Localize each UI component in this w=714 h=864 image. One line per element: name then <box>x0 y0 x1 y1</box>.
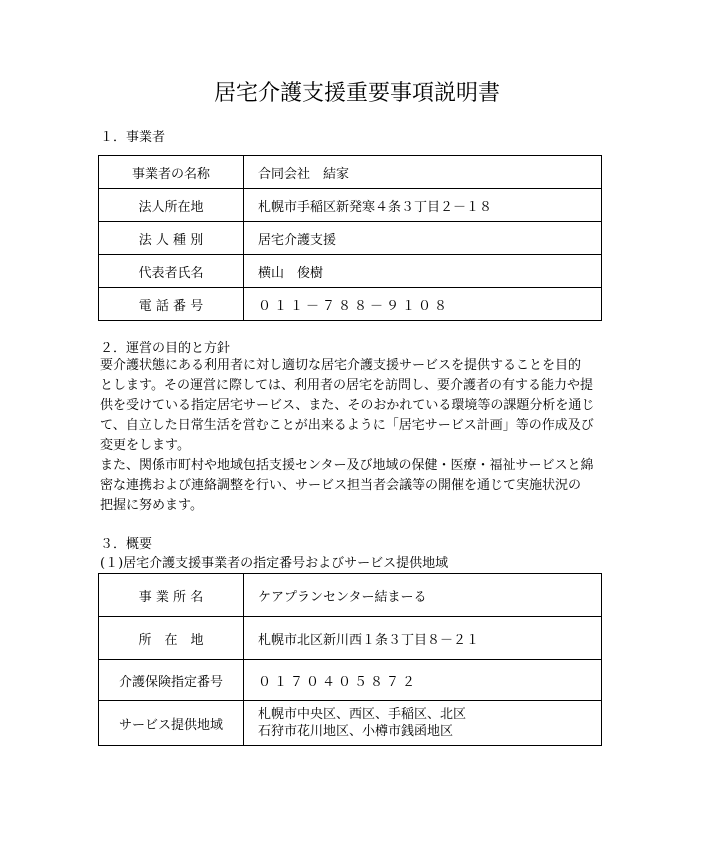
table-row <box>99 701 602 746</box>
office-address-label: 所 在 地 <box>99 617 244 660</box>
table-row <box>99 222 602 255</box>
representative-value: 横山 俊樹 <box>244 255 602 288</box>
paragraph-line: 供を受けている指定居宅サービス、また、そのおかれている環境等の課題分析を通じ <box>100 398 595 413</box>
office-name-value: ケアプランセンター結まーる <box>244 574 602 617</box>
section-heading-overview: ３．概要 <box>100 537 153 552</box>
representative-label: 代表者氏名 <box>99 255 244 288</box>
paragraph-line: 変更をします。 <box>100 438 190 453</box>
table-row <box>99 255 602 288</box>
table-row <box>99 288 602 321</box>
operator-name-value: 合同会社 結家 <box>244 156 602 189</box>
table-row <box>99 189 602 222</box>
section-subheading-designation: (１)居宅介護支援事業者の指定番号およびサービス提供地域 <box>100 556 449 571</box>
service-area-value <box>244 701 602 746</box>
document-title: 居宅介護支援重要事項説明書 <box>213 81 500 106</box>
phone-label: 電 話 番 号 <box>99 288 244 321</box>
corporate-address-value: 札幌市手稲区新発寒４条３丁目２－１８ <box>244 189 602 222</box>
corporate-type-value: 居宅介護支援 <box>244 222 602 255</box>
service-area-line: 札幌市中央区、西区、手稲区、北区 <box>258 707 467 722</box>
office-name-label: 事 業 所 名 <box>99 574 244 617</box>
operator-info-table <box>98 155 602 321</box>
office-info-table <box>98 573 602 746</box>
purpose-paragraph <box>100 356 620 516</box>
table-row <box>99 156 602 189</box>
office-address-value: 札幌市北区新川西１条３丁目８－２１ <box>244 617 602 660</box>
operator-name-label: 事業者の名称 <box>99 156 244 189</box>
table-row <box>99 574 602 617</box>
table-row <box>99 617 602 660</box>
insurance-number-label: 介護保険指定番号 <box>99 660 244 701</box>
table-row <box>99 660 602 701</box>
service-area-line: 石狩市花川地区、小樽市銭函地区 <box>258 724 454 739</box>
paragraph-line: 密な連携および連絡調整を行い、サービス担当者会議等の開催を通じて実施状況の <box>100 478 582 493</box>
corporate-type-label: 法 人 種 別 <box>99 222 244 255</box>
paragraph-line: また、関係市町村や地域包括支援センター及び地域の保健・医療・福祉サービスと綿 <box>100 458 594 473</box>
corporate-address-label: 法人所在地 <box>99 189 244 222</box>
section-heading-purpose: ２．運営の目的と方針 <box>100 341 231 356</box>
paragraph-line: とします。その運営に際しては、利用者の居宅を訪問し、要介護者の有する能力や提 <box>100 378 593 393</box>
insurance-number-value: ０１７０４０５８７２ <box>244 660 602 701</box>
paragraph-line: 要介護状態にある利用者に対し適切な居宅介護支援サービスを提供することを目的 <box>100 358 582 373</box>
paragraph-line: 把握に努めます。 <box>100 498 203 513</box>
service-area-label: サービス提供地域 <box>99 701 244 746</box>
phone-value: ０１１－７８８－９１０８ <box>244 288 602 321</box>
paragraph-line: て、自立した日常生活を営むことが出来るように「居宅サービス計画」等の作成及び <box>100 418 594 433</box>
section-heading-operator: １．事業者 <box>100 130 166 145</box>
